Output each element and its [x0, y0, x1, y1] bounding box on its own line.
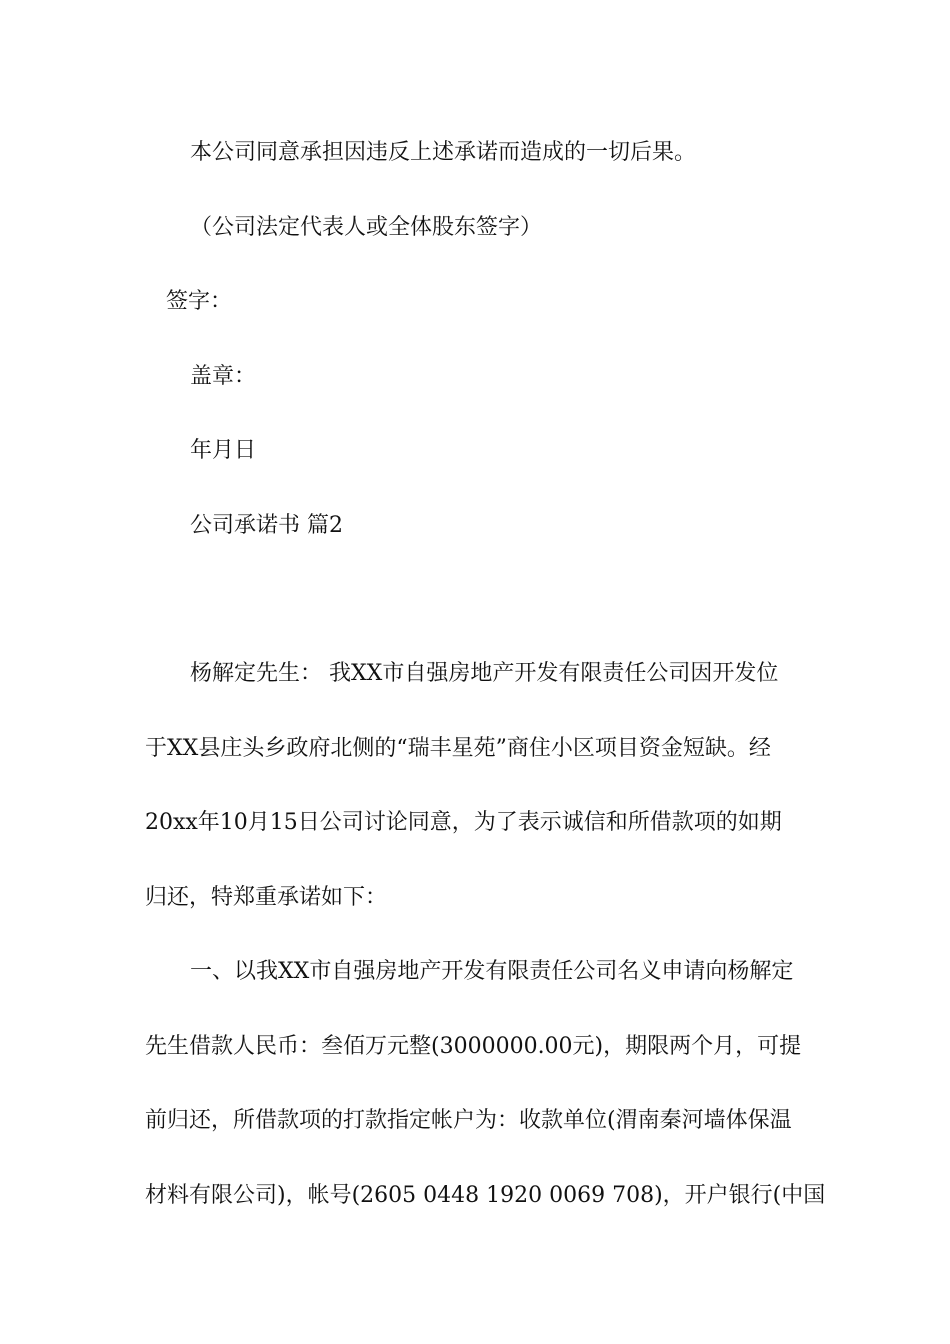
paragraph-line: 材料有限公司)，帐号(2605 0448 1920 0069 708)，开户银行(中国 — [145, 1183, 826, 1208]
date-label: 年月日 — [190, 438, 257, 463]
seal-label: 盖章： — [190, 364, 257, 389]
paragraph-line: 于XX县庄头乡政府北侧的“瑞丰星苑”商住小区项目资金短缺。经 — [145, 736, 771, 761]
paragraph-line: 一、以我XX市自强房地产开发有限责任公司名义申请向杨解定 — [190, 959, 794, 984]
paragraph-line: 归还，特郑重承诺如下： — [145, 885, 388, 910]
paragraph-line: 先生借款人民币：叁佰万元整(3000000.00元)，期限两个月，可提 — [145, 1034, 802, 1059]
paragraph-line: 20xx年10月15日公司讨论同意，为了表示诚信和所借款项的如期 — [145, 810, 782, 835]
signature-instruction: （公司法定代表人或全体股东签字） — [190, 215, 543, 240]
consequence-statement: 本公司同意承担因违反上述承诺而造成的一切后果。 — [190, 140, 697, 165]
signature-label: 签字： — [166, 289, 233, 314]
section-heading: 公司承诺书 篇2 — [190, 513, 343, 538]
paragraph-line: 杨解定先生： 我XX市自强房地产开发有限责任公司因开发位 — [190, 661, 779, 686]
paragraph-line: 前归还，所借款项的打款指定帐户为：收款单位(渭南秦河墙体保温 — [145, 1108, 792, 1133]
